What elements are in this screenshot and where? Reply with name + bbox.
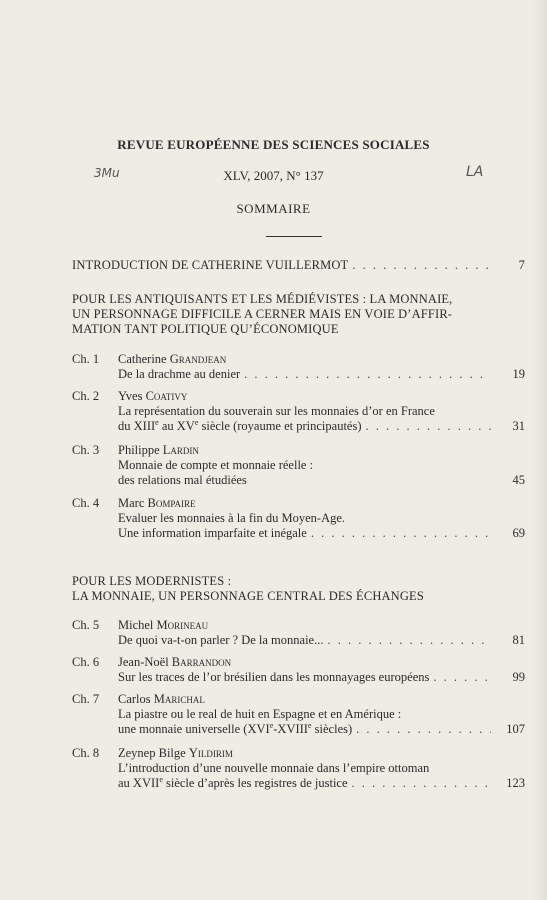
author-last: Morineau [156, 618, 209, 632]
author-first: Zeynep Bilge [118, 746, 186, 760]
chapter-title-line [118, 473, 525, 488]
author-first: Michel [118, 618, 154, 632]
title-text: Sur les traces de l’or brésilien dans les monnayages européens [118, 670, 430, 684]
author-first: Yves [118, 389, 143, 403]
dot-leader [433, 670, 491, 685]
page-number: 7 [518, 258, 525, 272]
part2-heading-line: LA MONNAIE, UN PERSONNAGE CENTRAL DES ÉCHANGES [72, 589, 424, 603]
part1-heading-line: UN PERSONNAGE DIFFICILE A CERNER MAIS EN VOIE D’AFFIR- [72, 307, 453, 321]
dot-leader [352, 258, 491, 273]
chapter-title-line: Evaluer les monnaies à la fin du Moyen-Age. [118, 511, 346, 525]
page-number: 45 [512, 473, 525, 487]
page-number: 81 [512, 633, 525, 647]
chapter-author [118, 618, 525, 633]
author-first: Marc [118, 496, 145, 510]
journal-title: REVUE EUROPÉENNE DES SCIENCES SOCIALES [117, 137, 430, 152]
author-last: Coativy [145, 389, 188, 403]
part1-heading-line: MATION TANT POLITIQUE QU’ÉCONOMIQUE [72, 322, 339, 336]
chapter-label: Ch. 7 [72, 692, 100, 706]
page-number: 99 [512, 670, 525, 684]
chapter-label: Ch. 8 [72, 746, 100, 760]
title-text: Une information imparfaite et inégale [118, 526, 307, 540]
page-number: 19 [512, 367, 525, 381]
page-number: 107 [506, 722, 525, 736]
chapter-title-line: La piastre ou le real de huit en Espagne et en Amérique : [118, 707, 402, 721]
author-first: Carlos [118, 692, 151, 706]
author-last: Grandjean [169, 352, 227, 366]
chapter-title-line [118, 633, 525, 648]
chapter-label: Ch. 2 [72, 389, 100, 403]
chapter-author [118, 443, 525, 458]
intro-text: INTRODUCTION DE CATHERINE VUILLERMOT [72, 258, 349, 272]
author-first: Catherine [118, 352, 167, 366]
chapter-label: Ch. 3 [72, 443, 100, 457]
chapter-title-line [118, 367, 525, 382]
dot-leader [366, 419, 492, 434]
chapter-title-line [118, 670, 525, 685]
intro-entry [72, 258, 525, 273]
divider [266, 236, 322, 237]
author-first: Philippe [118, 443, 160, 457]
chapter-title-line [118, 526, 525, 541]
page-number: 69 [512, 526, 525, 540]
chapter-author [118, 496, 525, 511]
part1-heading-line: POUR LES ANTIQUISANTS ET LES MÉDIÉVISTES : LA MONNAIE, [72, 292, 453, 306]
author-last: Lardin [162, 443, 199, 457]
chapter-author [118, 352, 525, 367]
chapter-author [118, 692, 525, 707]
dot-leader [311, 526, 491, 541]
title-text: De la drachme au denier [118, 367, 241, 381]
issue-number: XLV, 2007, N° 137 [223, 168, 324, 183]
dot-leader [352, 776, 491, 791]
chapter-author [118, 389, 525, 404]
page-number: 31 [512, 419, 525, 433]
page-number: 123 [506, 776, 525, 790]
chapter-author [118, 746, 525, 761]
chapter-author [118, 655, 525, 670]
chapter-title-line: Monnaie de compte et monnaie réelle : [118, 458, 314, 472]
title-text: des relations mal étudiées [118, 473, 247, 487]
chapter-title-line: L’introduction d’une nouvelle monnaie dans l’empire ottoman [118, 761, 430, 775]
title-text: De quoi va-t-on parler ? De la monnaie... [118, 633, 324, 647]
author-last: Marichal [153, 692, 205, 706]
title-text: du XIIIe au XVe siècle (royaume et principautés) [118, 417, 362, 433]
chapter-title-line [118, 722, 525, 737]
chapter-label: Ch. 1 [72, 352, 100, 366]
title-text: au XVIIe siècle d’après les registres de justice [118, 774, 348, 790]
author-last: Bompaire [147, 496, 196, 510]
dot-leader [356, 722, 491, 737]
page-edge-shadow [533, 0, 547, 900]
handwritten-note-left: 3Mu [94, 166, 120, 180]
section-title: SOMMAIRE [236, 201, 311, 216]
dot-leader [327, 633, 491, 648]
handwritten-note-right: LA [466, 164, 484, 180]
chapter-label: Ch. 4 [72, 496, 100, 510]
chapter-title-line [118, 419, 525, 434]
chapter-title-line: La représentation du souverain sur les monnaies d’or en France [118, 404, 435, 418]
author-last: Barrandon [171, 655, 232, 669]
author-last: Yildirim [188, 746, 233, 760]
author-first: Jean-Noël [118, 655, 169, 669]
chapter-title-line [118, 776, 525, 791]
part2-heading-line: POUR LES MODERNISTES : [72, 574, 232, 588]
dot-leader [244, 367, 491, 382]
chapter-label: Ch. 6 [72, 655, 100, 669]
chapter-label: Ch. 5 [72, 618, 100, 632]
title-text: une monnaie universelle (XVIe-XVIIIe siècles) [118, 720, 353, 736]
